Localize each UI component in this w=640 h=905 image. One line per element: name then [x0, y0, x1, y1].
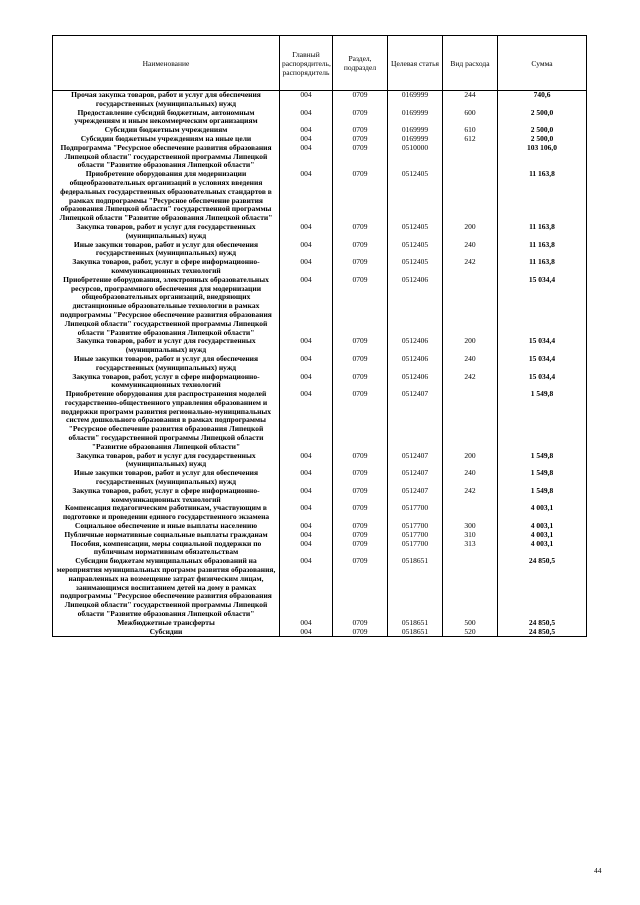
- cell-sum: 11 163,8: [498, 258, 587, 276]
- cell-cs: 0169999: [388, 91, 443, 109]
- cell-vr: 242: [443, 373, 498, 391]
- table-row: [53, 504, 587, 522]
- cell-grs: 004: [280, 557, 333, 619]
- cell-name: Иные закупки товаров, работ и услуг для обеспечения государственных (муниципальных) нужд: [53, 241, 280, 259]
- cell-vr: 300: [443, 522, 498, 531]
- cell-cs: 0517700: [388, 522, 443, 531]
- cell-sum: 11 163,8: [498, 241, 587, 259]
- cell-cs: 0512407: [388, 487, 443, 505]
- cell-name: Межбюджетные трансферты: [53, 619, 280, 628]
- cell-rz: 0709: [333, 531, 388, 540]
- cell-grs: 004: [280, 170, 333, 223]
- cell-sum: 4 003,1: [498, 504, 587, 522]
- cell-rz: 0709: [333, 144, 388, 170]
- cell-name: Приобретение оборудования для распространения моделей государственно-общественного управления образованием и поддержки программ развития регионально-муниципальных систем дошкольного образования в рамках подпрограммы "Ресурсное обеспечение развития образования Липецкой области" государственной программы Липецкой области "Развитие образования Липецкой области": [53, 390, 280, 452]
- cell-sum: 2 500,0: [498, 109, 587, 127]
- cell-rz: 0709: [333, 355, 388, 373]
- cell-name: Подпрограмма "Ресурсное обеспечение развития образования Липецкой области" государственной программы Липецкой области "Развитие образования Липецкой области": [53, 144, 280, 170]
- cell-grs: 004: [280, 337, 333, 355]
- cell-vr: [443, 390, 498, 452]
- cell-grs: 004: [280, 522, 333, 531]
- header-grs: Главный распорядитель, распорядитель: [280, 36, 333, 91]
- cell-vr: [443, 504, 498, 522]
- cell-name: Социальное обеспечение и иные выплаты населению: [53, 522, 280, 531]
- cell-sum: 2 500,0: [498, 126, 587, 135]
- cell-vr: 600: [443, 109, 498, 127]
- table-row: [53, 241, 587, 259]
- cell-cs: 0517700: [388, 504, 443, 522]
- table-row: [53, 258, 587, 276]
- cell-rz: 0709: [333, 241, 388, 259]
- cell-name: Субсидии бюджетам муниципальных образований на мероприятия муниципальных программ развития образования, направленных на возмещение затрат физическим лицам, занимающимся воспитанием детей на дому в рамках подпрограммы "Ресурсное обеспечение развития образования Липецкой области" государственной программы Липецкой области "Развитие образования Липецкой области": [53, 557, 280, 619]
- cell-cs: 0518651: [388, 628, 443, 637]
- header-name: Наименование: [53, 36, 280, 91]
- cell-sum: 4 003,1: [498, 522, 587, 531]
- table-row: [53, 619, 587, 628]
- cell-rz: 0709: [333, 452, 388, 470]
- cell-vr: 612: [443, 135, 498, 144]
- cell-cs: 0169999: [388, 126, 443, 135]
- cell-cs: 0517700: [388, 540, 443, 558]
- cell-rz: 0709: [333, 504, 388, 522]
- cell-cs: 0512407: [388, 390, 443, 452]
- cell-name: Закупка товаров, работ и услуг для государственных (муниципальных) нужд: [53, 337, 280, 355]
- cell-grs: 004: [280, 144, 333, 170]
- cell-grs: 004: [280, 390, 333, 452]
- cell-sum: 11 163,8: [498, 223, 587, 241]
- cell-rz: 0709: [333, 91, 388, 109]
- cell-sum: 11 163,8: [498, 170, 587, 223]
- table-row: [53, 337, 587, 355]
- cell-rz: 0709: [333, 487, 388, 505]
- cell-grs: 004: [280, 135, 333, 144]
- cell-sum: 2 500,0: [498, 135, 587, 144]
- cell-vr: 200: [443, 337, 498, 355]
- cell-rz: 0709: [333, 557, 388, 619]
- header-vr: Вид расхода: [443, 36, 498, 91]
- cell-name: Публичные нормативные социальные выплаты гражданам: [53, 531, 280, 540]
- cell-rz: 0709: [333, 373, 388, 391]
- cell-rz: 0709: [333, 276, 388, 338]
- cell-grs: 004: [280, 223, 333, 241]
- cell-grs: 004: [280, 540, 333, 558]
- cell-sum: 103 106,0: [498, 144, 587, 170]
- budget-table: [52, 35, 587, 637]
- cell-name: Иные закупки товаров, работ и услуг для обеспечения государственных (муниципальных) нужд: [53, 469, 280, 487]
- cell-grs: 004: [280, 258, 333, 276]
- cell-vr: [443, 144, 498, 170]
- cell-sum: 24 850,5: [498, 628, 587, 637]
- cell-vr: 240: [443, 355, 498, 373]
- cell-name: Приобретение оборудования, электронных образовательных ресурсов, программного обеспечения для модернизации общеобразовательных организаций, внедряющих дистанционные образовательные технологии в рамках подпрограммы "Ресурсное обеспечение развития образования Липецкой области" государственной программы Липецкой области "Развитие образования Липецкой области": [53, 276, 280, 338]
- cell-name: Закупка товаров, работ, услуг в сфере информационно-коммуникационных технологий: [53, 373, 280, 391]
- cell-grs: 004: [280, 619, 333, 628]
- cell-vr: 610: [443, 126, 498, 135]
- cell-vr: [443, 557, 498, 619]
- cell-cs: 0510000: [388, 144, 443, 170]
- cell-rz: 0709: [333, 337, 388, 355]
- cell-name: Приобретение оборудования для модернизации общеобразовательных организаций в условиях введения федеральных государственных образовательных стандартов в рамках подпрограммы "Ресурсное обеспечение развития образования Липецкой области" государственной программы Липецкой области "Развитие образования Липецкой области": [53, 170, 280, 223]
- cell-sum: 24 850,5: [498, 557, 587, 619]
- cell-rz: 0709: [333, 390, 388, 452]
- cell-name: Субсидии бюджетным учреждениям: [53, 126, 280, 135]
- cell-name: Субсидии бюджетным учреждениям на иные цели: [53, 135, 280, 144]
- cell-sum: 24 850,5: [498, 619, 587, 628]
- cell-sum: 15 034,4: [498, 337, 587, 355]
- cell-vr: 240: [443, 241, 498, 259]
- cell-rz: 0709: [333, 469, 388, 487]
- cell-grs: 004: [280, 91, 333, 109]
- cell-vr: [443, 276, 498, 338]
- cell-cs: 0512407: [388, 452, 443, 470]
- cell-name: Компенсация педагогическим работникам, участвующим в подготовке и проведении единого государственного экзамена: [53, 504, 280, 522]
- cell-vr: 240: [443, 469, 498, 487]
- cell-sum: 15 034,4: [498, 355, 587, 373]
- cell-vr: 242: [443, 487, 498, 505]
- cell-cs: 0512406: [388, 355, 443, 373]
- table-row: [53, 109, 587, 127]
- table-row: [53, 540, 587, 558]
- cell-name: Закупка товаров, работ, услуг в сфере информационно-коммуникационных технологий: [53, 487, 280, 505]
- cell-rz: 0709: [333, 109, 388, 127]
- cell-cs: 0169999: [388, 135, 443, 144]
- table-row: [53, 373, 587, 391]
- cell-name: Прочая закупка товаров, работ и услуг для обеспечения государственных (муниципальных) нужд: [53, 91, 280, 109]
- table-row: [53, 144, 587, 170]
- cell-grs: 004: [280, 241, 333, 259]
- cell-vr: 242: [443, 258, 498, 276]
- cell-cs: 0517700: [388, 531, 443, 540]
- table-row: [53, 628, 587, 637]
- cell-name: Иные закупки товаров, работ и услуг для обеспечения государственных (муниципальных) нужд: [53, 355, 280, 373]
- header-razdel: Раздел, подраздел: [333, 36, 388, 91]
- cell-sum: 740,6: [498, 91, 587, 109]
- cell-name: Субсидии: [53, 628, 280, 637]
- cell-name: Закупка товаров, работ, услуг в сфере информационно-коммуникационных технологий: [53, 258, 280, 276]
- table-row: [53, 276, 587, 338]
- cell-name: Предоставление субсидий бюджетным, автономным учреждениям и иным некоммерческим организациям: [53, 109, 280, 127]
- cell-vr: [443, 170, 498, 223]
- cell-vr: 310: [443, 531, 498, 540]
- cell-cs: 0512405: [388, 223, 443, 241]
- cell-rz: 0709: [333, 619, 388, 628]
- table-row: [53, 557, 587, 619]
- cell-vr: 200: [443, 452, 498, 470]
- table-header: [53, 36, 587, 91]
- cell-cs: 0518651: [388, 557, 443, 619]
- cell-grs: 004: [280, 504, 333, 522]
- header-cs: Целевая статья: [388, 36, 443, 91]
- cell-cs: 0169999: [388, 109, 443, 127]
- cell-rz: 0709: [333, 628, 388, 637]
- cell-sum: 1 549,8: [498, 469, 587, 487]
- cell-rz: 0709: [333, 223, 388, 241]
- cell-name: Пособия, компенсации, меры социальной поддержки по публичным нормативным обязательствам: [53, 540, 280, 558]
- cell-grs: 004: [280, 469, 333, 487]
- cell-rz: 0709: [333, 135, 388, 144]
- budget-page: [52, 35, 586, 637]
- cell-rz: 0709: [333, 170, 388, 223]
- cell-cs: 0512406: [388, 373, 443, 391]
- cell-grs: 004: [280, 531, 333, 540]
- cell-vr: 244: [443, 91, 498, 109]
- cell-rz: 0709: [333, 126, 388, 135]
- table-row: [53, 223, 587, 241]
- cell-cs: 0512406: [388, 337, 443, 355]
- cell-sum: 1 549,8: [498, 390, 587, 452]
- table-row: [53, 390, 587, 452]
- cell-sum: 1 549,8: [498, 452, 587, 470]
- cell-grs: 004: [280, 628, 333, 637]
- cell-grs: 004: [280, 487, 333, 505]
- page-number: 44: [594, 866, 602, 875]
- cell-vr: 200: [443, 223, 498, 241]
- cell-sum: 1 549,8: [498, 487, 587, 505]
- cell-vr: 520: [443, 628, 498, 637]
- cell-sum: 4 003,1: [498, 540, 587, 558]
- table-body: [53, 91, 587, 637]
- cell-sum: 4 003,1: [498, 531, 587, 540]
- cell-rz: 0709: [333, 522, 388, 531]
- cell-cs: 0518651: [388, 619, 443, 628]
- cell-rz: 0709: [333, 258, 388, 276]
- table-row: [53, 452, 587, 470]
- table-row: [53, 487, 587, 505]
- cell-cs: 0512405: [388, 241, 443, 259]
- cell-grs: 004: [280, 452, 333, 470]
- cell-sum: 15 034,4: [498, 276, 587, 338]
- cell-vr: 313: [443, 540, 498, 558]
- cell-cs: 0512405: [388, 170, 443, 223]
- table-row: [53, 355, 587, 373]
- cell-cs: 0512405: [388, 258, 443, 276]
- cell-grs: 004: [280, 373, 333, 391]
- cell-grs: 004: [280, 276, 333, 338]
- cell-cs: 0512406: [388, 276, 443, 338]
- cell-name: Закупка товаров, работ и услуг для государственных (муниципальных) нужд: [53, 452, 280, 470]
- cell-grs: 004: [280, 109, 333, 127]
- header-sum: Сумма: [498, 36, 587, 91]
- cell-rz: 0709: [333, 540, 388, 558]
- table-row: [53, 91, 587, 109]
- cell-grs: 004: [280, 355, 333, 373]
- table-row: [53, 469, 587, 487]
- cell-sum: 15 034,4: [498, 373, 587, 391]
- cell-grs: 004: [280, 126, 333, 135]
- cell-vr: 500: [443, 619, 498, 628]
- cell-cs: 0512407: [388, 469, 443, 487]
- table-row: [53, 170, 587, 223]
- cell-name: Закупка товаров, работ и услуг для государственных (муниципальных) нужд: [53, 223, 280, 241]
